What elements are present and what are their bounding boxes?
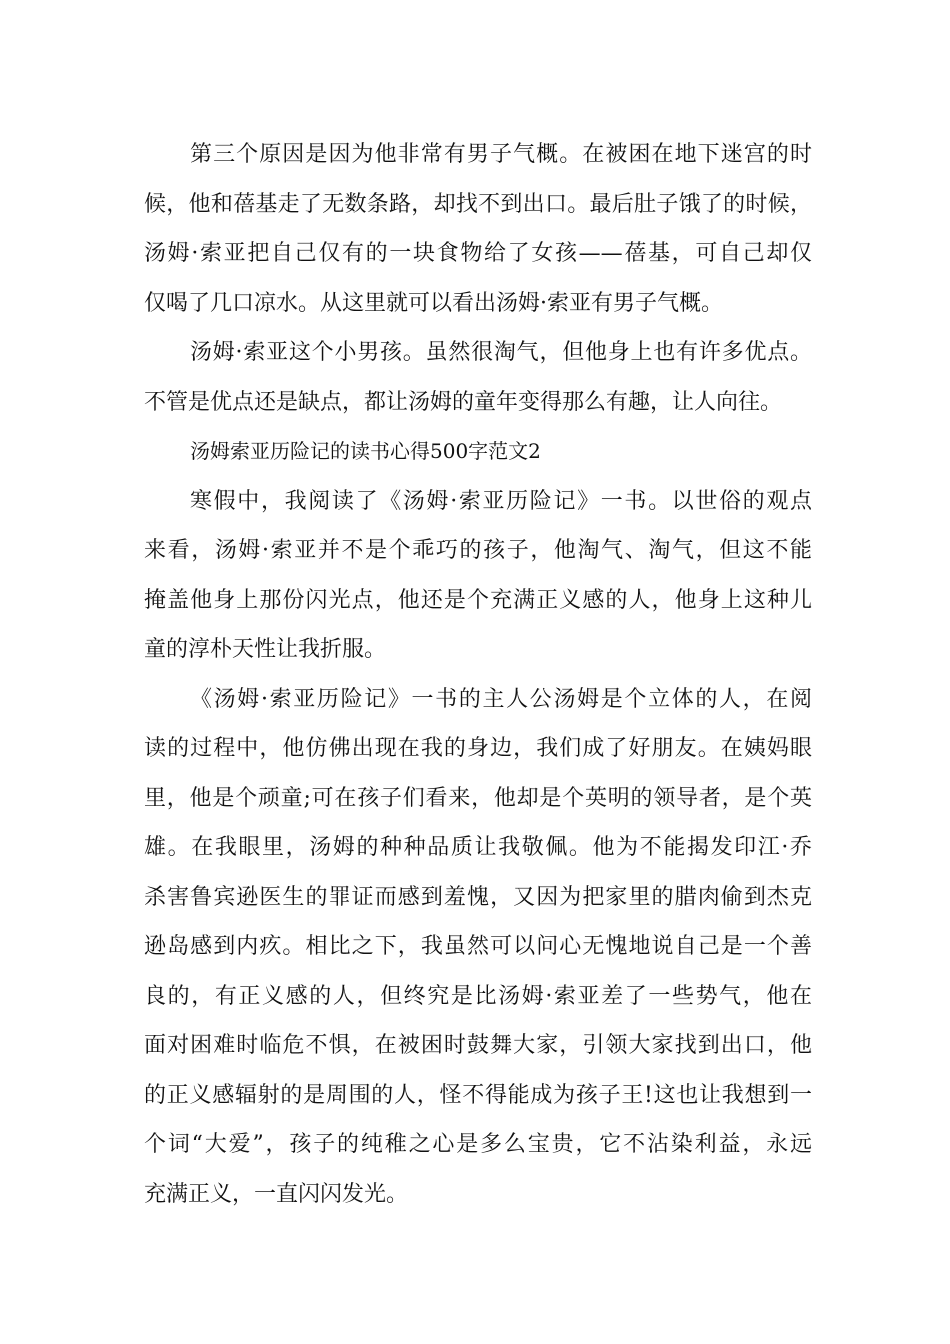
section-heading: 汤姆索亚历险记的读书心得500字范文2 [190,439,541,463]
paragraph-4-line-4: 雄。在我眼里，汤姆的种种品质让我敬佩。他为不能揭发印江·乔 [144,835,812,860]
paragraph-4-line-8: 面对困难时临危不惧，在被困时鼓舞大家，引领大家找到出口，他 [144,1033,812,1058]
paragraph-4-line-6: 逊岛感到内疚。相比之下，我虽然可以问心无愧地说自己是一个善 [144,934,812,959]
paragraph-1-line-2: 候，他和蓓基走了无数条路，却找不到出口。最后肚子饿了的时候， [144,191,812,217]
paragraph-3-line-4: 童的淳朴天性让我折服。 [144,637,387,662]
paragraph-1-line-3: 汤姆·索亚把自己仅有的一块食物给了女孩——蓓基，可自己却仅 [144,241,812,266]
paragraph-4-line-1: 《汤姆·索亚历险记》一书的主人公汤姆是个立体的人，在阅 [190,686,812,712]
paragraph-4-line-11: 充满正义，一直闪闪发光。 [144,1181,409,1207]
paragraph-4-line-2: 读的过程中，他仿佛出现在我的身边，我们成了好朋友。在姨妈眼 [144,736,812,761]
paragraph-2-line-2: 不管是优点还是缺点，都让汤姆的童年变得那么有趣，让人向往。 [144,389,783,415]
paragraph-1-line-4: 仅喝了几口凉水。从这里就可以看出汤姆·索亚有男子气概。 [144,290,723,316]
paragraph-4-line-9: 的正义感辐射的是周围的人，怪不得能成为孩子王!这也让我想到一 [144,1082,812,1108]
paragraph-4-line-3: 里，他是个顽童;可在孩子们看来，他却是个英明的领导者，是个英 [144,785,812,811]
paragraph-4-line-7: 良的，有正义感的人，但终究是比汤姆·索亚差了一些势气，他在 [144,983,812,1009]
paragraph-1-line-1: 第三个原因是因为他非常有男子气概。在被困在地下迷宫的时 [190,142,812,167]
paragraph-3-line-3: 掩盖他身上那份闪光点，他还是个充满正义感的人，他身上这种儿 [144,587,812,613]
paragraph-2-line-1: 汤姆·索亚这个小男孩。虽然很淘气，但他身上也有许多优点。 [190,340,812,365]
paragraph-3-line-1: 寒假中，我阅读了《汤姆·索亚历险记》一书。以世俗的观点 [190,488,812,514]
paragraph-4-line-10: 个词“大爱”，孩子的纯稚之心是多么宝贵，它不沾染利益，永远 [144,1132,812,1157]
paragraph-4-line-5: 杀害鲁宾逊医生的罪证而感到羞愧，又因为把家里的腊肉偷到杰克 [144,884,812,910]
paragraph-3-line-2: 来看，汤姆·索亚并不是个乖巧的孩子，他淘气、淘气，但这不能 [144,538,812,563]
document-body [144,130,812,1219]
